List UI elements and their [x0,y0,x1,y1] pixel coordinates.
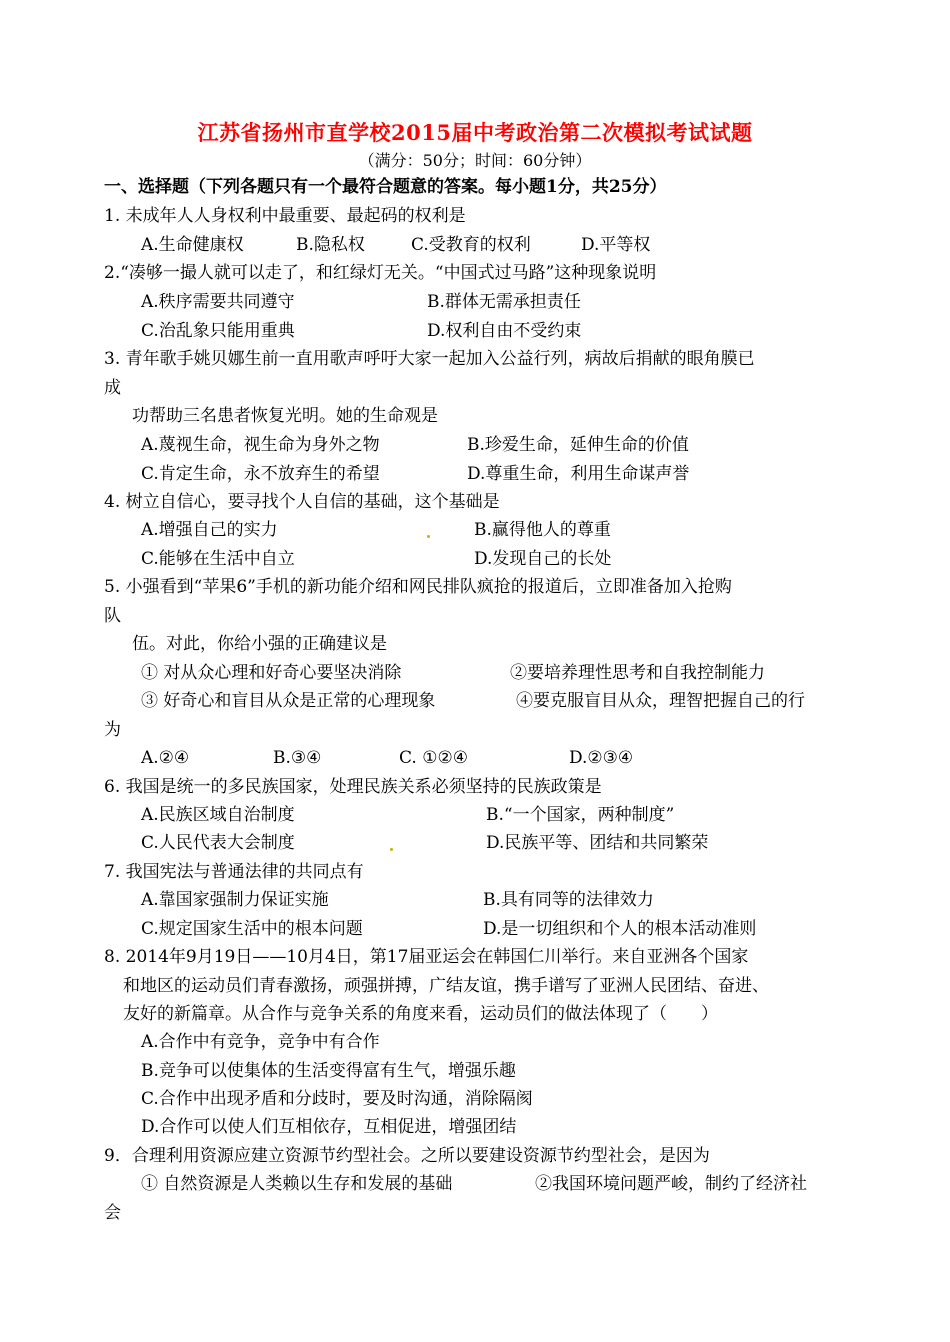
q4-option-d: D.发现自己的长处 [474,549,612,569]
q5-option-c: C. ①②④ [399,748,468,768]
q1-option-d: D.平等权 [581,235,651,255]
q1-option-b: B.隐私权 [296,235,365,255]
q4-option-c: C.能够在生活中自立 [141,549,295,569]
q8-option-a: A.合作中有竞争，竞争中有合作 [141,1032,380,1052]
q3-stem-line2: 成 [104,378,121,398]
exam-title: 江苏省扬州市直学校2015届中考政治第二次模拟考试试题 [197,120,753,145]
q4-option-a: A.增强自己的实力 [141,520,278,540]
q8-option-b: B.竞争可以使集体的生活变得富有生气，增强乐趣 [141,1061,516,1081]
q8-option-d: D.合作可以使人们互相依存，互相促进，增强团结 [141,1117,517,1137]
q2-stem: 2.“凑够一撮人就可以走了，和红绿灯无关。“中国式过马路”这种现象说明 [104,263,657,283]
q2-option-d: D.权利自由不受约束 [427,321,582,341]
exam-subtitle: （满分：50分；时间：60分钟） [358,151,592,170]
q8-stem-line1: 8. 2014年9月19日——10月4日，第17届亚运会在韩国仁川举行。来自亚洲各个国家 [104,947,749,967]
q4-option-b: B.赢得他人的尊重 [474,520,611,540]
q8-option-c: C.合作中出现矛盾和分歧时，要及时沟通，消除隔阂 [141,1089,533,1109]
stray-dot-mark [427,535,430,538]
q7-option-a: A.靠国家强制力保证实施 [141,890,329,910]
q8-stem-line3: 友好的新篇章。从合作与竞争关系的角度来看，运动员们的做法体现了（ ） [123,1004,718,1024]
q5-option-a: A.②④ [141,748,190,768]
q2-option-a: A.秩序需要共同遵守 [141,292,295,312]
q5-statement-3: ③ 好奇心和盲目从众是正常的心理现象 [141,691,436,711]
q5-statement-4: ④要克服盲目从众，理智把握自己的行 [516,691,805,711]
q2-option-c: C.治乱象只能用重典 [141,321,295,341]
q3-stem-line1: 3. 青年歌手姚贝娜生前一直用歌声呼吁大家一起加入公益行列，病故后捐献的眼角膜已 [104,349,755,369]
q5-option-b: B.③④ [273,748,322,768]
q6-stem: 6. 我国是统一的多民族国家，处理民族关系必须坚持的民族政策是 [104,777,602,797]
q9-statement-1: ① 自然资源是人类赖以生存和发展的基础 [141,1174,453,1194]
q6-option-c: C.人民代表大会制度 [141,833,295,853]
q7-option-d: D.是一切组织和个人的根本活动准则 [483,919,757,939]
q6-option-d: D.民族平等、团结和共同繁荣 [486,833,709,853]
q5-stem-line2: 队 [104,606,121,626]
q9-stem: 9．合理利用资源应建立资源节约型社会。之所以要建设资源节约型社会，是因为 [104,1146,710,1166]
q9-statement-2: ②我国环境问题严峻，制约了经济社 [535,1174,807,1194]
q5-option-d: D.②③④ [569,748,634,768]
q3-option-b: B.珍爱生命，延伸生命的价值 [467,435,689,455]
q5-stem-line1: 5. 小强看到“苹果6”手机的新功能介绍和网民排队疯抢的报道后，立即准备加入抢购 [104,577,732,597]
q7-stem: 7. 我国宪法与普通法律的共同点有 [104,862,364,882]
q3-stem-line3: 功帮助三名患者恢复光明。她的生命观是 [132,406,438,426]
q5-statement-1: ① 对从众心理和好奇心要坚决消除 [141,663,402,683]
q1-stem: 1. 未成年人人身权利中最重要、最起码的权利是 [104,206,466,226]
q5-statement-2: ②要培养理性思考和自我控制能力 [510,663,765,683]
q9-statement-2-cont: 会 [104,1203,121,1223]
q6-option-a: A.民族区域自治制度 [141,805,295,825]
q1-option-a: A.生命健康权 [141,235,244,255]
q7-option-b: B.具有同等的法律效力 [483,890,654,910]
q7-option-c: C.规定国家生活中的根本问题 [141,919,363,939]
q6-option-b: B.“一个国家，两种制度” [486,805,675,825]
q3-option-d: D.尊重生命，利用生命谋声誉 [467,464,690,484]
q8-stem-line2: 和地区的运动员们青春激扬，顽强拼搏，广结友谊，携手谱写了亚洲人民团结、奋进、 [123,976,769,996]
q5-stem-line3: 伍。对此，你给小强的正确建议是 [132,634,387,654]
q3-option-c: C.肯定生命，永不放弃生的希望 [141,464,380,484]
q2-option-b: B.群体无需承担责任 [427,292,581,312]
q4-stem: 4. 树立自信心，要寻找个人自信的基础，这个基础是 [104,492,500,512]
q5-statement-4-cont: 为 [104,720,121,740]
q1-option-c: C.受教育的权利 [411,235,531,255]
q3-option-a: A.蔑视生命，视生命为身外之物 [141,435,380,455]
stray-dot-mark [390,848,393,851]
section-heading: 一、选择题（下列各题只有一个最符合题意的答案。每小题1分，共25分） [104,177,667,197]
